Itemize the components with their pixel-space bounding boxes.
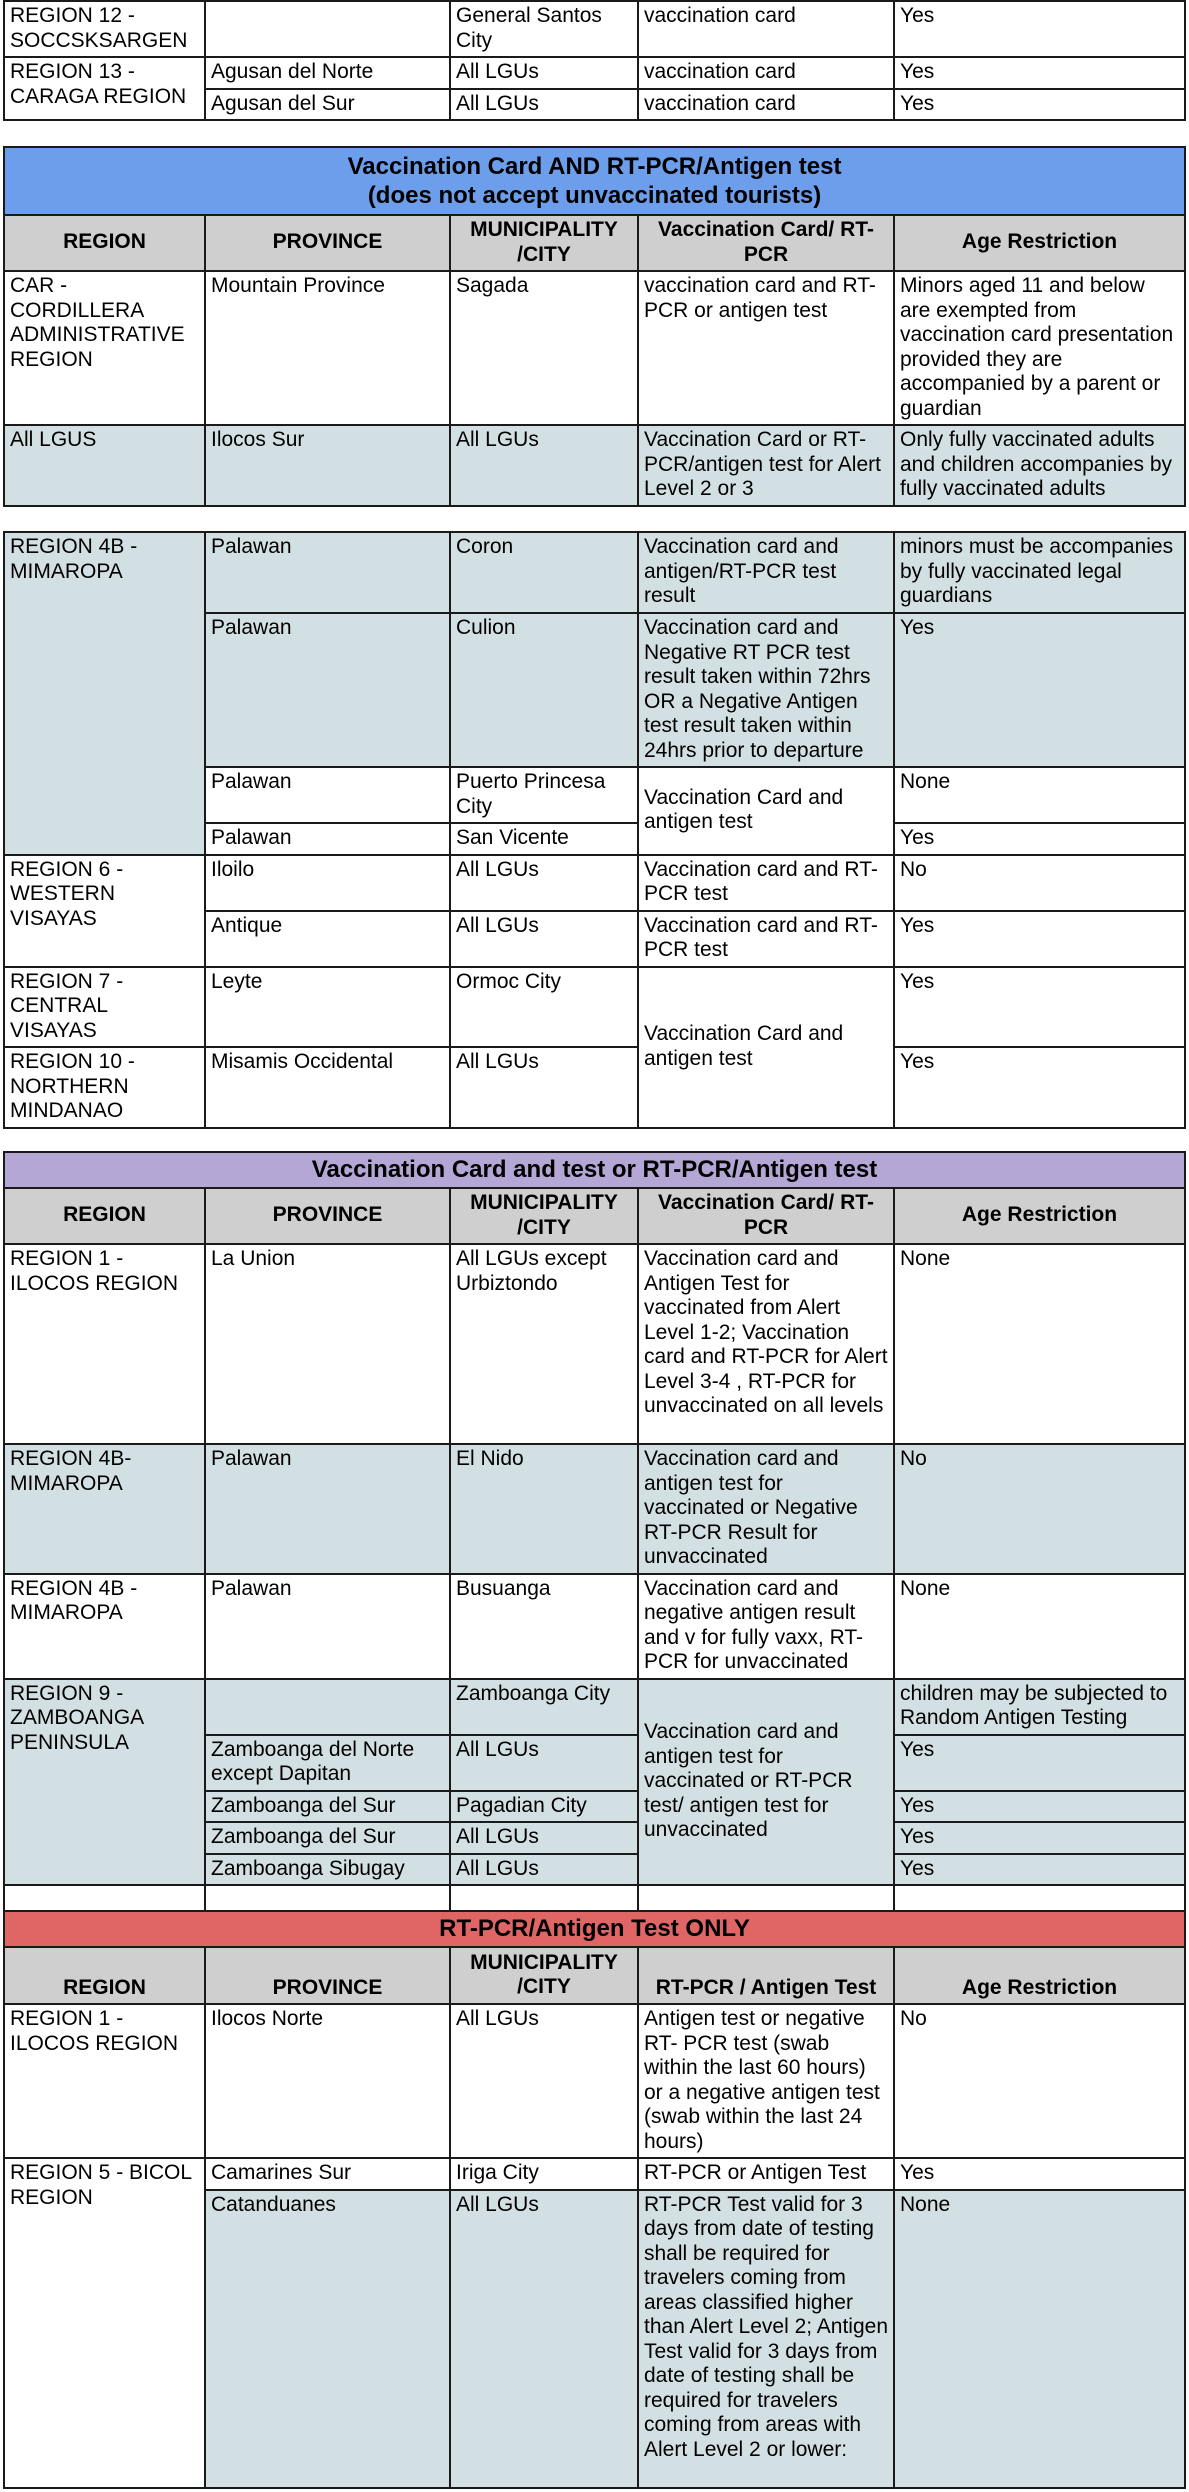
age-cell: Yes bbox=[894, 911, 1185, 967]
region-cell: REGION 7 - CENTRAL VISAYAS bbox=[4, 967, 205, 1048]
province-cell: Ilocos Sur bbox=[205, 425, 450, 506]
requirement-cell: Vaccination card and negative antigen result and v for fully vaxx, RT-PCR for unvaccinated bbox=[638, 1574, 894, 1679]
province-cell: La Union bbox=[205, 1244, 450, 1444]
city-cell: Puerto Princesa City bbox=[450, 767, 638, 823]
age-cell: No bbox=[894, 2004, 1185, 2158]
city-cell: Culion bbox=[450, 613, 638, 767]
header-region: REGION bbox=[4, 1188, 205, 1244]
province-cell: Camarines Sur bbox=[205, 2158, 450, 2190]
province-cell: Zamboanga del Sur bbox=[205, 1822, 450, 1854]
city-cell: All LGUs bbox=[450, 855, 638, 911]
header-city: MUNICIPALITY /CITY bbox=[450, 215, 638, 271]
age-cell: Yes bbox=[894, 1822, 1185, 1854]
region-cell: REGION 4B - MIMAROPA bbox=[4, 1574, 205, 1679]
city-cell: All LGUs bbox=[450, 1854, 638, 1886]
age-cell: Yes bbox=[894, 1854, 1185, 1886]
city-cell: Busuanga bbox=[450, 1574, 638, 1679]
empty-cell bbox=[450, 1885, 638, 1913]
province-cell: Palawan bbox=[205, 1574, 450, 1679]
province-cell: Palawan bbox=[205, 613, 450, 767]
region-cell: REGION 5 - BICOL REGION bbox=[4, 2158, 205, 2488]
table-row bbox=[4, 1047, 1185, 1128]
header-age: Age Restriction bbox=[894, 1947, 1185, 2004]
header-row bbox=[4, 1947, 1185, 2004]
header-age: Age Restriction bbox=[894, 215, 1185, 271]
province-cell: Leyte bbox=[205, 967, 450, 1048]
city-cell: All LGUs bbox=[450, 425, 638, 506]
city-cell: Ormoc City bbox=[450, 967, 638, 1048]
section-title-row bbox=[4, 1152, 1185, 1188]
section-title-row bbox=[4, 147, 1185, 215]
section-c-table bbox=[3, 1151, 1186, 1914]
region-cell: REGION 12 - SOCCSKSARGEN bbox=[4, 1, 205, 57]
section-title-row bbox=[4, 1911, 1185, 1947]
city-cell: All LGUs bbox=[450, 2004, 638, 2158]
age-cell: None bbox=[894, 1244, 1185, 1444]
region-cell: All LGUS bbox=[4, 425, 205, 506]
age-cell: Yes bbox=[894, 1, 1185, 57]
section-title: Vaccination Card and test or RT-PCR/Antigen test bbox=[4, 1152, 1185, 1188]
age-cell: minors must be accompanies by fully vaccinated legal guardians bbox=[894, 532, 1185, 613]
table-row bbox=[4, 2004, 1185, 2158]
city-cell: General Santos City bbox=[450, 1, 638, 57]
province-cell: Mountain Province bbox=[205, 271, 450, 425]
age-cell: Yes bbox=[894, 1791, 1185, 1823]
header-requirement: Vaccination Card/ RT-PCR bbox=[638, 1188, 894, 1244]
region-cell: REGION 1 - ILOCOS REGION bbox=[4, 1244, 205, 1444]
requirement-cell: Vaccination card and antigen test for vaccinated or RT-PCR test/ antigen test for unvaccinated bbox=[638, 1679, 894, 1886]
section-a-table bbox=[3, 146, 1186, 507]
section-b-table bbox=[3, 531, 1186, 1129]
city-cell: All LGUs bbox=[450, 89, 638, 121]
city-cell: San Vicente bbox=[450, 823, 638, 855]
table-row bbox=[4, 1, 1185, 57]
header-requirement: RT-PCR / Antigen Test bbox=[638, 1947, 894, 2004]
region-cell: REGION 4B - MIMAROPA bbox=[4, 532, 205, 855]
table-row bbox=[4, 1244, 1185, 1444]
empty-cell bbox=[638, 1885, 894, 1913]
section-title-line1: Vaccination Card AND RT-PCR/Antigen test bbox=[347, 152, 842, 180]
age-cell: None bbox=[894, 767, 1185, 823]
city-cell: All LGUs bbox=[450, 1047, 638, 1128]
requirement-cell: vaccination card bbox=[638, 1, 894, 57]
table-row bbox=[4, 425, 1185, 506]
province-cell: Misamis Occidental bbox=[205, 1047, 450, 1128]
requirement-cell: Vaccination card and antigen test for vaccinated or Negative RT-PCR Result for unvaccinated bbox=[638, 1444, 894, 1574]
city-cell: Zamboanga City bbox=[450, 1679, 638, 1735]
province-cell bbox=[205, 1, 450, 57]
age-cell: Yes bbox=[894, 967, 1185, 1048]
requirement-cell: vaccination card bbox=[638, 89, 894, 121]
city-cell: All LGUs bbox=[450, 57, 638, 89]
header-province: PROVINCE bbox=[205, 1188, 450, 1244]
requirement-cell: RT-PCR or Antigen Test bbox=[638, 2158, 894, 2190]
requirement-cell: RT-PCR Test valid for 3 days from date of testing shall be required for travelers coming from areas classified higher than Alert Level 2; Antigen Test valid for 3 days from date of testing shall be required for travelers coming from areas with Alert Level 2 or lower: bbox=[638, 2190, 894, 2488]
top-table bbox=[3, 0, 1186, 121]
age-cell: Yes bbox=[894, 613, 1185, 767]
province-cell bbox=[205, 1679, 450, 1735]
province-cell: Catanduanes bbox=[205, 2190, 450, 2488]
age-cell: Only fully vaccinated adults and children accompanies by fully vaccinated adults bbox=[894, 425, 1185, 506]
section-d-table bbox=[3, 1910, 1186, 2489]
city-cell: El Nido bbox=[450, 1444, 638, 1574]
age-cell: Yes bbox=[894, 1047, 1185, 1128]
age-cell: None bbox=[894, 1574, 1185, 1679]
region-cell: REGION 1 - ILOCOS REGION bbox=[4, 2004, 205, 2158]
requirement-cell: vaccination card and RT-PCR or antigen test bbox=[638, 271, 894, 425]
table-row bbox=[4, 1444, 1185, 1574]
section-title: RT-PCR/Antigen Test ONLY bbox=[4, 1911, 1185, 1947]
age-cell: None bbox=[894, 2190, 1185, 2488]
age-cell: Yes bbox=[894, 57, 1185, 89]
empty-cell bbox=[205, 1885, 450, 1913]
empty-cell bbox=[4, 1885, 205, 1913]
requirement-cell: Vaccination Card or RT-PCR/antigen test for Alert Level 2 or 3 bbox=[638, 425, 894, 506]
city-cell: All LGUs bbox=[450, 911, 638, 967]
province-cell: Zamboanga del Norte except Dapitan bbox=[205, 1735, 450, 1791]
city-cell: All LGUs bbox=[450, 2190, 638, 2488]
city-cell: Pagadian City bbox=[450, 1791, 638, 1823]
city-cell: Sagada bbox=[450, 271, 638, 425]
requirement-cell: Antigen test or negative RT- PCR test (swab within the last 60 hours) or a negative antigen test (swab within the last 24 hours) bbox=[638, 2004, 894, 2158]
table-row bbox=[4, 855, 1185, 911]
header-age: Age Restriction bbox=[894, 1188, 1185, 1244]
province-cell: Agusan del Norte bbox=[205, 57, 450, 89]
header-row bbox=[4, 1188, 1185, 1244]
header-row bbox=[4, 215, 1185, 271]
empty-cell bbox=[894, 1885, 1185, 1913]
region-cell: REGION 9 - ZAMBOANGA PENINSULA bbox=[4, 1679, 205, 1886]
table-row bbox=[4, 2158, 1185, 2190]
requirement-cell: Vaccination card and Negative RT PCR test result taken within 72hrs OR a Negative Antigen test result taken within 24hrs prior to departure bbox=[638, 613, 894, 767]
requirement-cell: Vaccination card and RT-PCR test bbox=[638, 855, 894, 911]
header-province: PROVINCE bbox=[205, 215, 450, 271]
region-cell: REGION 6 - WESTERN VISAYAS bbox=[4, 855, 205, 967]
header-city: MUNICIPALITY /CITY bbox=[450, 1188, 638, 1244]
age-cell: Minors aged 11 and below are exempted from vaccination card presentation provided they are accompanied by a parent or guardian bbox=[894, 271, 1185, 425]
section-title-line2: (does not accept unvaccinated tourists) bbox=[367, 181, 822, 209]
table-row bbox=[4, 532, 1185, 613]
province-cell: Agusan del Sur bbox=[205, 89, 450, 121]
requirement-cell: Vaccination card and antigen/RT-PCR test result bbox=[638, 532, 894, 613]
requirement-cell: Vaccination Card and antigen test bbox=[638, 767, 894, 855]
header-region: REGION bbox=[4, 1947, 205, 2004]
region-cell: REGION 13 - CARAGA REGION bbox=[4, 57, 205, 120]
age-cell: Yes bbox=[894, 2158, 1185, 2190]
header-province: PROVINCE bbox=[205, 1947, 450, 2004]
requirement-cell: vaccination card bbox=[638, 57, 894, 89]
table-row bbox=[4, 1574, 1185, 1679]
age-cell: Yes bbox=[894, 823, 1185, 855]
age-cell: children may be subjected to Random Antigen Testing bbox=[894, 1679, 1185, 1735]
city-cell: All LGUs bbox=[450, 1735, 638, 1791]
table-row bbox=[4, 271, 1185, 425]
province-cell: Palawan bbox=[205, 767, 450, 823]
city-cell: All LGUs except Urbiztondo bbox=[450, 1244, 638, 1444]
header-region: REGION bbox=[4, 215, 205, 271]
province-cell: Antique bbox=[205, 911, 450, 967]
age-cell: No bbox=[894, 1444, 1185, 1574]
region-cell: CAR - CORDILLERA ADMINISTRATIVE REGION bbox=[4, 271, 205, 425]
region-cell: REGION 10 - NORTHERN MINDANAO bbox=[4, 1047, 205, 1128]
province-cell: Palawan bbox=[205, 532, 450, 613]
province-cell: Palawan bbox=[205, 823, 450, 855]
spacer-row bbox=[4, 1885, 1185, 1913]
requirement-cell: Vaccination card and Antigen Test for vaccinated from Alert Level 1-2; Vaccination card and RT-PCR for Alert Level 3-4 , RT-PCR for unvaccinated on all levels bbox=[638, 1244, 894, 1444]
city-cell: Iriga City bbox=[450, 2158, 638, 2190]
province-cell: Iloilo bbox=[205, 855, 450, 911]
header-city: MUNICIPALITY /CITY bbox=[450, 1947, 638, 2004]
city-cell: Coron bbox=[450, 532, 638, 613]
table-row bbox=[4, 967, 1185, 1048]
requirement-cell: Vaccination Card and antigen test bbox=[638, 967, 894, 1128]
province-cell: Zamboanga Sibugay bbox=[205, 1854, 450, 1886]
table-row bbox=[4, 57, 1185, 89]
province-cell: Palawan bbox=[205, 1444, 450, 1574]
province-cell: Ilocos Norte bbox=[205, 2004, 450, 2158]
section-title bbox=[4, 147, 1185, 215]
header-requirement: Vaccination Card/ RT-PCR bbox=[638, 215, 894, 271]
age-cell: Yes bbox=[894, 89, 1185, 121]
age-cell: Yes bbox=[894, 1735, 1185, 1791]
age-cell: No bbox=[894, 855, 1185, 911]
city-cell: All LGUs bbox=[450, 1822, 638, 1854]
province-cell: Zamboanga del Sur bbox=[205, 1791, 450, 1823]
table-row bbox=[4, 1679, 1185, 1735]
region-cell: REGION 4B- MIMAROPA bbox=[4, 1444, 205, 1574]
requirement-cell: Vaccination card and RT-PCR test bbox=[638, 911, 894, 967]
